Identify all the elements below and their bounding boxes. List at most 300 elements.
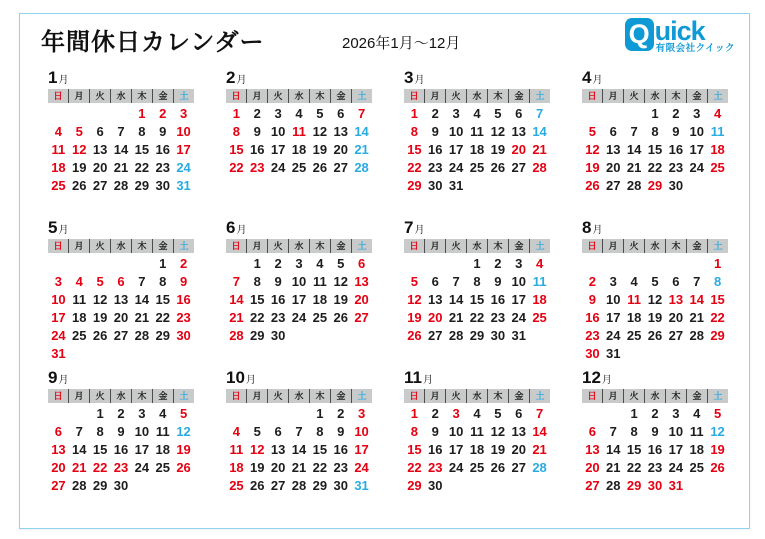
day-cell: 2 (179, 256, 188, 271)
day-cell: 23 (113, 460, 129, 475)
weekday-label: 火 (446, 89, 467, 103)
day-cell: 15 (469, 292, 485, 307)
day-cell: 22 (92, 460, 108, 475)
day-cell: 11 (51, 142, 66, 157)
empty-cell (603, 105, 624, 123)
weekday-label: 木 (666, 389, 687, 403)
empty-cell (686, 255, 707, 273)
day-cell: 27 (428, 328, 443, 343)
weekday-label: 金 (509, 239, 530, 253)
month-block-5 (48, 219, 194, 369)
day-cell: 16 (490, 292, 506, 307)
empty-cell (226, 405, 247, 423)
day-cell: 25 (72, 328, 87, 343)
day-cell: 10 (606, 292, 621, 307)
weekday-label: 土 (357, 91, 367, 101)
month-title: 12月 (582, 368, 612, 387)
weekday-label: 木 (666, 89, 687, 103)
day-cell: 17 (291, 292, 307, 307)
day-cell: 3 (452, 406, 460, 421)
day-cell: 20 (428, 310, 443, 325)
day-cell: 29 (647, 178, 663, 193)
weekday-label: 金 (331, 389, 352, 403)
day-cell: 8 (159, 274, 167, 289)
day-cell: 6 (672, 274, 680, 289)
month-block-3 (404, 69, 550, 219)
weekday-label: 木 (310, 389, 331, 403)
day-cell: 10 (668, 424, 684, 439)
day-cell: 30 (668, 178, 684, 193)
empty-cell (48, 255, 69, 273)
day-cell: 18 (626, 310, 642, 325)
weekday-label: 日 (404, 89, 425, 103)
day-cell: 24 (448, 460, 464, 475)
weekday-label: 金 (509, 389, 530, 403)
weekday-header (404, 239, 550, 253)
day-cell: 25 (51, 178, 66, 193)
weekday-label: 木 (310, 239, 331, 253)
empty-cell (603, 405, 624, 423)
day-cell: 31 (606, 346, 621, 361)
day-cell: 3 (295, 256, 303, 271)
day-cell: 4 (159, 406, 167, 421)
day-cell: 30 (585, 346, 600, 361)
day-cell: 19 (72, 160, 87, 175)
weekday-label: 土 (357, 391, 367, 401)
weekday-label: 日 (582, 239, 603, 253)
day-cell: 27 (585, 478, 600, 493)
weekday-label: 日 (404, 239, 425, 253)
empty-cell (69, 405, 90, 423)
day-cell: 24 (134, 460, 150, 475)
month-title: 8月 (582, 218, 603, 237)
empty-cell (582, 105, 603, 123)
day-cell: 30 (333, 478, 348, 493)
day-cell: 17 (51, 310, 66, 325)
weekday-label: 水 (467, 89, 488, 103)
day-cell: 22 (250, 310, 265, 325)
day-cell: 28 (532, 460, 547, 475)
day-cell: 11 (155, 424, 170, 439)
day-cell: 21 (532, 142, 547, 157)
day-cell: 23 (490, 310, 506, 325)
month-block-4 (582, 69, 728, 219)
day-cell: 22 (134, 160, 150, 175)
day-cell: 28 (448, 328, 464, 343)
day-cell: 16 (428, 442, 443, 457)
day-cell: 16 (428, 142, 443, 157)
month-title: 9月 (48, 368, 69, 387)
day-cell: 15 (312, 442, 328, 457)
weekday-label: 日 (404, 389, 425, 403)
month-block-2 (226, 69, 372, 219)
day-cell: 8 (232, 124, 241, 139)
day-cell: 28 (354, 160, 369, 175)
day-cell: 26 (176, 460, 191, 475)
weekday-header (582, 389, 728, 403)
day-cell: 16 (113, 442, 129, 457)
day-cell: 12 (92, 292, 108, 307)
empty-cell (268, 405, 289, 423)
empty-cell (111, 105, 132, 123)
day-cell: 21 (134, 310, 150, 325)
month-title: 1月 (48, 68, 69, 87)
day-cell: 4 (713, 106, 722, 121)
day-cell: 12 (710, 424, 725, 439)
day-cell: 10 (689, 124, 704, 139)
day-cell: 29 (250, 328, 265, 343)
day-cell: 28 (72, 478, 87, 493)
weekday-label: 月 (425, 389, 446, 403)
day-cell: 9 (588, 292, 597, 307)
weekday-label: 土 (179, 91, 189, 101)
weekday-label: 火 (446, 389, 467, 403)
day-cell: 21 (626, 160, 642, 175)
weekday-label: 水 (645, 389, 666, 403)
day-cell: 2 (159, 106, 167, 121)
day-cell: 1 (713, 256, 722, 271)
day-cell: 12 (176, 424, 191, 439)
day-cell: 18 (710, 142, 725, 157)
day-cell: 7 (693, 274, 701, 289)
weekday-label: 木 (488, 89, 509, 103)
weekday-label: 日 (226, 239, 247, 253)
day-cell: 15 (92, 442, 108, 457)
day-cell: 23 (270, 310, 286, 325)
day-cell: 4 (473, 106, 481, 121)
weekday-header (582, 89, 728, 103)
day-cell: 4 (693, 406, 701, 421)
days-grid (404, 105, 550, 195)
day-cell: 7 (138, 274, 146, 289)
weekday-label: 木 (132, 89, 153, 103)
day-cell: 1 (138, 106, 146, 121)
day-cell: 6 (117, 274, 125, 289)
day-cell: 2 (337, 406, 345, 421)
day-cell: 24 (668, 460, 684, 475)
day-cell: 20 (333, 142, 348, 157)
weekday-label: 木 (132, 239, 153, 253)
day-cell: 21 (448, 310, 464, 325)
day-cell: 27 (270, 478, 286, 493)
weekday-label: 火 (90, 89, 111, 103)
day-cell: 31 (354, 478, 369, 493)
day-cell: 5 (75, 124, 83, 139)
empty-cell (69, 255, 90, 273)
day-cell: 29 (407, 478, 422, 493)
day-cell: 14 (134, 292, 150, 307)
day-cell: 2 (494, 256, 502, 271)
day-cell: 8 (410, 124, 419, 139)
day-cell: 11 (627, 292, 641, 307)
day-cell: 28 (689, 328, 704, 343)
day-cell: 9 (159, 124, 167, 139)
day-cell: 27 (113, 328, 129, 343)
weekday-label: 金 (687, 89, 708, 103)
month-title: 6月 (226, 218, 247, 237)
day-cell: 2 (274, 256, 282, 271)
day-cell: 11 (470, 124, 484, 139)
day-cell: 27 (606, 178, 621, 193)
weekday-label: 木 (666, 239, 687, 253)
day-cell: 24 (689, 160, 704, 175)
day-cell: 28 (532, 160, 547, 175)
day-cell: 12 (312, 124, 328, 139)
day-cell: 11 (292, 124, 306, 139)
month-block-8 (582, 219, 728, 369)
day-cell: 17 (448, 442, 464, 457)
day-cell: 25 (532, 310, 547, 325)
empty-cell (48, 405, 69, 423)
weekday-label: 水 (111, 389, 132, 403)
day-cell: 29 (407, 178, 422, 193)
day-cell: 8 (138, 124, 146, 139)
day-cell: 15 (407, 142, 422, 157)
day-cell: 30 (155, 178, 170, 193)
weekday-label: 土 (535, 91, 545, 101)
day-cell: 9 (651, 424, 659, 439)
day-cell: 28 (134, 328, 150, 343)
day-cell: 14 (606, 442, 621, 457)
day-cell: 22 (407, 160, 422, 175)
day-cell: 5 (179, 406, 188, 421)
day-cell: 21 (354, 142, 369, 157)
day-cell: 10 (291, 274, 307, 289)
day-cell: 30 (428, 178, 443, 193)
day-cell: 15 (647, 142, 663, 157)
empty-cell (425, 255, 446, 273)
day-cell: 26 (72, 178, 87, 193)
weekday-label: 日 (48, 89, 69, 103)
day-cell: 23 (428, 160, 443, 175)
day-cell: 12 (407, 292, 422, 307)
calendar-page (19, 13, 750, 529)
day-cell: 12 (333, 274, 348, 289)
empty-cell (603, 255, 624, 273)
day-cell: 18 (469, 142, 485, 157)
day-cell: 19 (176, 442, 191, 457)
day-cell: 7 (232, 274, 241, 289)
day-cell: 17 (606, 310, 621, 325)
day-cell: 25 (312, 310, 328, 325)
day-cell: 7 (630, 124, 638, 139)
day-cell: 13 (51, 442, 66, 457)
weekday-label: 月 (603, 389, 624, 403)
day-cell: 25 (155, 460, 170, 475)
day-cell: 6 (54, 424, 63, 439)
month-title: 4月 (582, 68, 603, 87)
day-cell: 13 (585, 442, 600, 457)
weekday-label: 土 (357, 241, 367, 251)
empty-cell (90, 255, 111, 273)
day-cell: 3 (609, 274, 617, 289)
day-cell: 31 (511, 328, 526, 343)
weekday-label: 金 (331, 239, 352, 253)
days-grid (582, 405, 728, 495)
day-cell: 10 (270, 124, 286, 139)
day-cell: 9 (431, 124, 439, 139)
day-cell: 14 (229, 292, 244, 307)
day-cell: 7 (535, 106, 544, 121)
day-cell: 13 (511, 124, 526, 139)
weekday-label: 火 (90, 239, 111, 253)
weekday-label: 金 (687, 389, 708, 403)
day-cell: 15 (134, 142, 150, 157)
weekday-label: 月 (247, 89, 268, 103)
day-cell: 2 (651, 406, 659, 421)
quick-logo (625, 18, 735, 54)
day-cell: 31 (51, 346, 66, 361)
day-cell: 27 (511, 160, 526, 175)
day-cell: 30 (176, 328, 191, 343)
day-cell: 16 (668, 142, 684, 157)
day-cell: 22 (229, 160, 244, 175)
day-cell: 21 (606, 460, 621, 475)
weekday-label: 火 (268, 389, 289, 403)
day-cell: 8 (630, 424, 638, 439)
weekday-label: 土 (713, 391, 723, 401)
month-block-9 (48, 369, 194, 519)
day-cell: 26 (312, 160, 328, 175)
day-cell: 20 (585, 460, 600, 475)
weekday-header (226, 389, 372, 403)
day-cell: 3 (693, 106, 701, 121)
day-cell: 6 (96, 124, 104, 139)
day-cell: 3 (54, 274, 63, 289)
day-cell: 9 (337, 424, 345, 439)
day-cell: 22 (469, 310, 485, 325)
month-title: 2月 (226, 68, 247, 87)
months-grid (48, 69, 728, 519)
day-cell: 20 (51, 460, 66, 475)
day-cell: 3 (515, 256, 523, 271)
day-cell: 24 (291, 310, 307, 325)
month-title: 7月 (404, 218, 425, 237)
day-cell: 28 (606, 478, 621, 493)
day-cell: 26 (647, 328, 663, 343)
day-cell: 23 (668, 160, 684, 175)
day-cell: 27 (354, 310, 369, 325)
day-cell: 1 (159, 256, 167, 271)
weekday-label: 月 (603, 239, 624, 253)
day-cell: 22 (407, 460, 422, 475)
days-grid (582, 105, 728, 195)
day-cell: 12 (585, 142, 600, 157)
empty-cell (226, 255, 247, 273)
day-cell: 20 (113, 310, 129, 325)
day-cell: 25 (689, 460, 704, 475)
day-cell: 11 (532, 274, 547, 289)
day-cell: 16 (250, 142, 265, 157)
day-cell: 2 (117, 406, 125, 421)
empty-cell (446, 255, 467, 273)
weekday-label: 火 (90, 389, 111, 403)
weekday-label: 木 (488, 389, 509, 403)
day-cell: 17 (448, 142, 464, 157)
day-cell: 24 (176, 160, 191, 175)
day-cell: 17 (270, 142, 286, 157)
empty-cell (404, 255, 425, 273)
days-grid (48, 255, 194, 363)
day-cell: 17 (134, 442, 150, 457)
weekday-label: 木 (310, 89, 331, 103)
day-cell: 19 (647, 310, 663, 325)
day-cell: 5 (713, 406, 722, 421)
day-cell: 13 (606, 142, 621, 157)
day-cell: 27 (511, 460, 526, 475)
day-cell: 29 (469, 328, 485, 343)
day-cell: 9 (494, 274, 502, 289)
day-cell: 10 (354, 424, 369, 439)
day-cell: 23 (647, 460, 663, 475)
day-cell: 19 (312, 142, 328, 157)
days-grid (582, 255, 728, 363)
weekday-label: 月 (425, 239, 446, 253)
day-cell: 28 (626, 178, 642, 193)
day-cell: 29 (134, 178, 150, 193)
day-cell: 16 (155, 142, 170, 157)
day-cell: 1 (473, 256, 481, 271)
day-cell: 11 (470, 424, 484, 439)
weekday-label: 土 (535, 241, 545, 251)
weekday-header (226, 239, 372, 253)
day-cell: 16 (176, 292, 191, 307)
day-cell: 6 (515, 406, 523, 421)
day-cell: 3 (357, 406, 366, 421)
day-cell: 30 (113, 478, 129, 493)
day-cell: 3 (274, 106, 282, 121)
day-cell: 27 (92, 178, 108, 193)
day-cell: 13 (668, 292, 684, 307)
day-cell: 25 (469, 160, 485, 175)
day-cell: 19 (490, 142, 506, 157)
day-cell: 23 (428, 460, 443, 475)
weekday-label: 月 (69, 89, 90, 103)
day-cell: 17 (668, 442, 684, 457)
day-cell: 27 (333, 160, 348, 175)
day-cell: 1 (630, 406, 638, 421)
day-cell: 24 (270, 160, 286, 175)
day-cell: 4 (295, 106, 303, 121)
day-cell: 19 (250, 460, 265, 475)
day-cell: 20 (92, 160, 108, 175)
day-cell: 7 (295, 424, 303, 439)
weekday-label: 火 (624, 89, 645, 103)
month-title: 11月 (404, 368, 433, 387)
days-grid (48, 105, 194, 195)
day-cell: 25 (469, 460, 485, 475)
day-cell: 5 (96, 274, 104, 289)
day-cell: 28 (291, 478, 307, 493)
weekday-label: 木 (132, 389, 153, 403)
day-cell: 21 (72, 460, 87, 475)
day-cell: 18 (155, 442, 170, 457)
empty-cell (665, 255, 686, 273)
day-cell: 17 (689, 142, 704, 157)
weekday-label: 土 (535, 391, 545, 401)
weekday-label: 月 (425, 89, 446, 103)
day-cell: 14 (532, 424, 547, 439)
day-cell: 13 (428, 292, 443, 307)
day-cell: 2 (672, 106, 680, 121)
day-cell: 7 (452, 274, 460, 289)
day-cell: 21 (689, 310, 704, 325)
day-cell: 16 (647, 442, 663, 457)
day-cell: 12 (647, 292, 663, 307)
day-cell: 12 (490, 124, 506, 139)
day-cell: 4 (232, 424, 241, 439)
day-cell: 21 (532, 442, 547, 457)
